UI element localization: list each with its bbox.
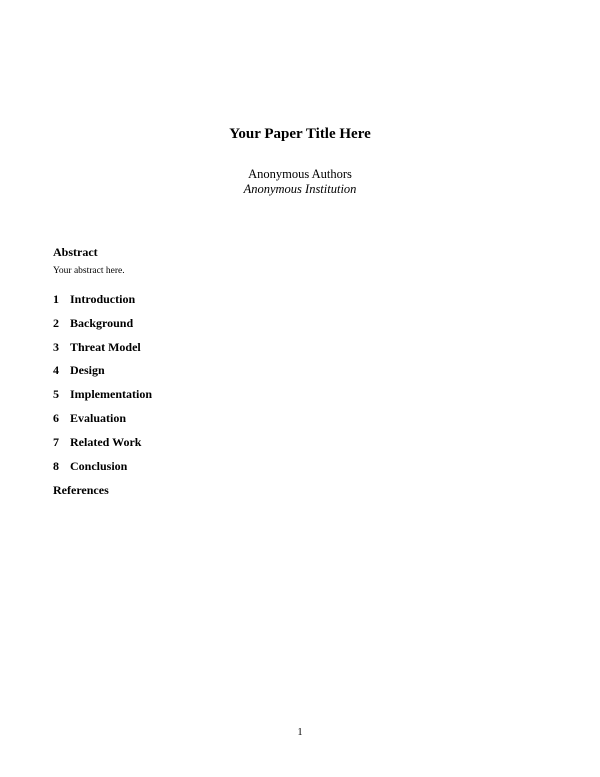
section-heading — [53, 292, 152, 316]
section-title: Evaluation — [70, 410, 127, 425]
page-number: 1 — [297, 727, 303, 738]
section-number: 3 — [53, 339, 59, 354]
section-heading — [53, 387, 152, 411]
abstract-body: Your abstract here. — [53, 266, 125, 276]
section-heading — [53, 340, 152, 364]
paper-title: Your Paper Title Here — [229, 126, 371, 142]
section-number: 2 — [53, 315, 59, 330]
section-number: 8 — [53, 458, 59, 473]
section-number: 6 — [53, 410, 59, 425]
paper-institution: Anonymous Institution — [243, 182, 357, 196]
section-heading — [53, 316, 152, 340]
paper-authors: Anonymous Authors — [248, 167, 352, 181]
abstract-heading: Abstract — [53, 245, 98, 259]
section-number: 4 — [53, 363, 59, 378]
section-title: Related Work — [70, 434, 142, 449]
section-list — [53, 292, 152, 482]
section-heading — [53, 459, 152, 483]
section-heading — [53, 363, 152, 387]
section-heading — [53, 411, 152, 435]
section-title: Threat Model — [70, 339, 141, 354]
section-number: 7 — [53, 434, 59, 449]
section-number: 1 — [53, 292, 59, 306]
section-title: Implementation — [70, 387, 152, 402]
section-heading — [53, 435, 152, 459]
section-title: Conclusion — [70, 458, 128, 473]
section-title: Background — [70, 315, 134, 330]
section-title: Introduction — [70, 292, 136, 306]
section-number: 5 — [53, 387, 59, 402]
references-heading: References — [53, 483, 109, 497]
section-title: Design — [70, 363, 105, 378]
